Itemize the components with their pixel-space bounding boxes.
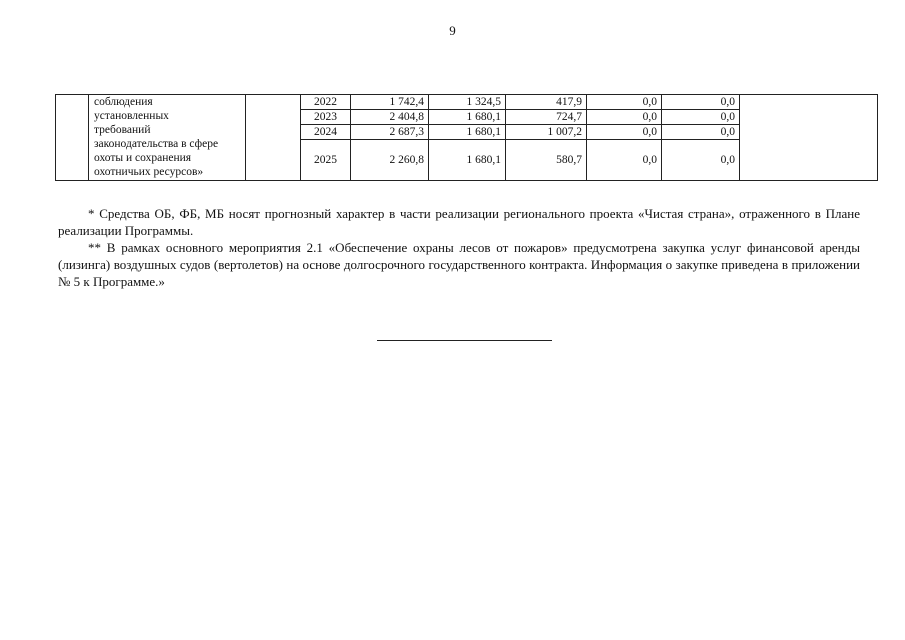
description-line: соблюдения: [94, 96, 153, 108]
page-number: 9: [449, 23, 456, 38]
funding-cell: 1 007,2: [506, 125, 587, 140]
funding-cell: 580,7: [506, 140, 587, 181]
total-cell: 2 687,3: [351, 125, 429, 140]
total-cell: 2 404,8: [351, 110, 429, 125]
funding-cell: 0,0: [662, 140, 740, 181]
year-cell: 2023: [301, 110, 351, 125]
funding-cell: 0,0: [587, 95, 662, 110]
footnotes: [58, 205, 860, 290]
funding-cell: 0,0: [587, 140, 662, 181]
separator-line: [377, 340, 552, 341]
funding-cell: 1 680,1: [429, 125, 506, 140]
activity-description-cell: [89, 95, 246, 181]
description-line: требований: [94, 124, 151, 136]
funding-cell: 0,0: [662, 95, 740, 110]
number-cell: [56, 95, 89, 181]
funding-cell: 0,0: [587, 110, 662, 125]
description-line: установленных: [94, 110, 169, 122]
description-line: охоты и сохранения: [94, 152, 192, 164]
funding-cell: 1 680,1: [429, 110, 506, 125]
funding-cell: 1 680,1: [429, 140, 506, 181]
total-cell: 1 742,4: [351, 95, 429, 110]
table-row: [56, 95, 878, 110]
funding-cell: 417,9: [506, 95, 587, 110]
note-cell: [740, 95, 878, 181]
funding-cell: 1 324,5: [429, 95, 506, 110]
financing-table: [55, 94, 878, 181]
funding-cell: 0,0: [662, 125, 740, 140]
year-cell: 2024: [301, 125, 351, 140]
description-line: охотничьих ресурсов»: [94, 166, 204, 178]
total-cell: 2 260,8: [351, 140, 429, 181]
funding-cell: 0,0: [587, 125, 662, 140]
funding-cell: 724,7: [506, 110, 587, 125]
footnote-procurement: ** В рамках основного мероприятия 2.1 «Обеспечение охраны лесов от пожаров» предусмотрена закупка услуг финансовой аренды (лизинга) воздушных судов (вертолетов) на основе долгосрочного государственного контракта. Информация о закупке приведена в приложении № 5 к Программе.»: [58, 240, 860, 289]
executor-cell: [246, 95, 301, 181]
year-cell: 2025: [301, 140, 351, 181]
year-cell: 2022: [301, 95, 351, 110]
footnote-funding: * Средства ОБ, ФБ, МБ носят прогнозный характер в части реализации регионального проекта «Чистая страна», отраженного в Плане реализации Программы.: [58, 206, 860, 238]
description-line: законодательства в сфере: [94, 138, 219, 150]
funding-cell: 0,0: [662, 110, 740, 125]
